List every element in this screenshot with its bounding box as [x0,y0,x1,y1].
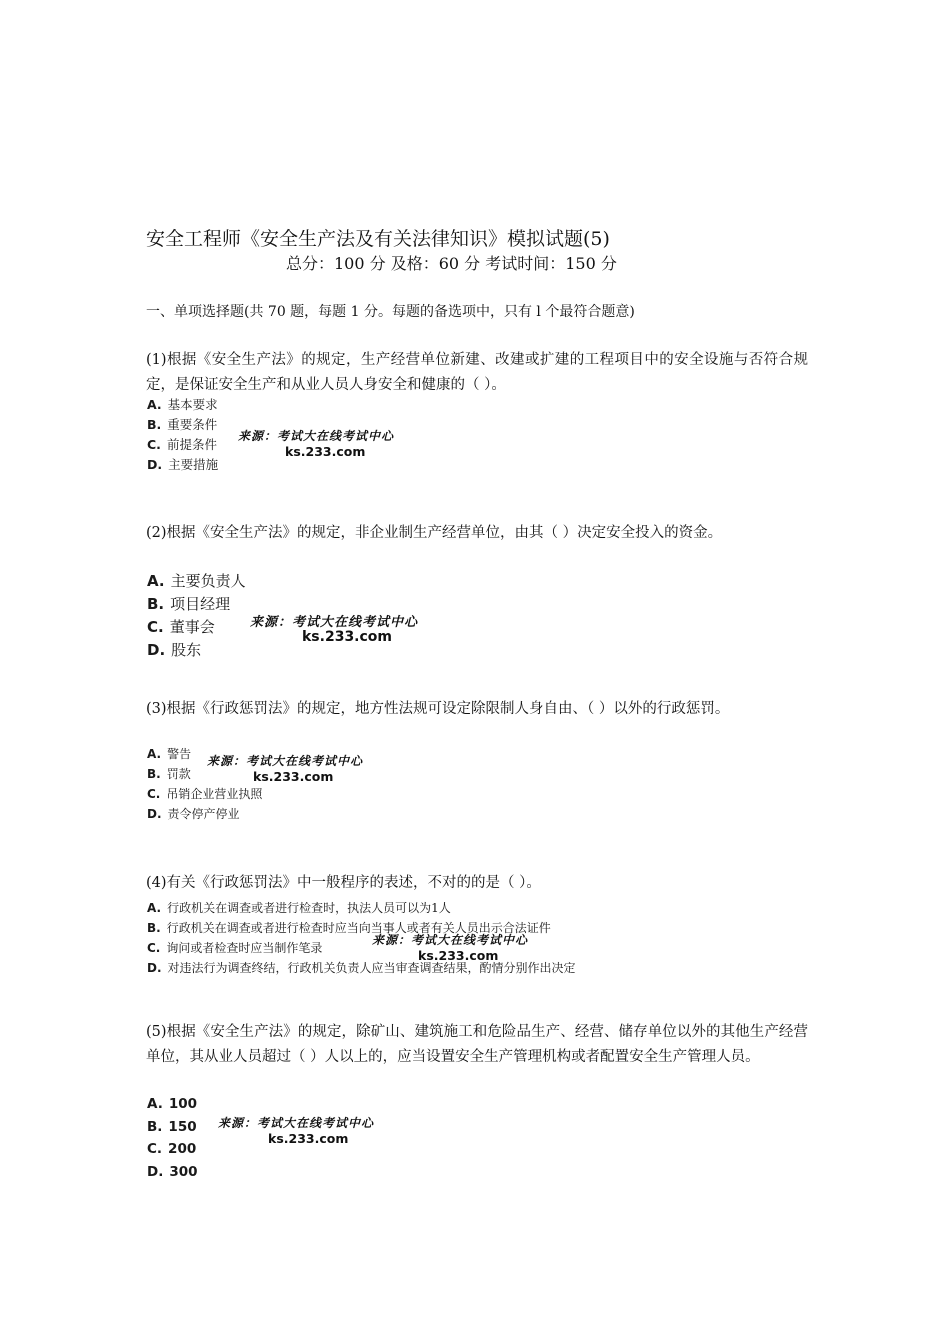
question-5-option-a: A. 100 [147,1096,198,1112]
watermark: 来源：考试大在线考试中心 ks.233.com [250,615,419,645]
question-1-options [147,395,218,475]
question-5-option-d: D. 300 [147,1163,198,1180]
question-5-option-c: C. 200 [147,1141,197,1157]
question-3-stem: (3)根据《行政惩罚法》的规定，地方性法规可设定除限制人身自由、（ ）以外的行政惩罚。 [146,701,730,717]
question-2-option-b: B. 项目经理 [147,595,231,613]
exam-title: 安全工程师《安全生产法及有关法律知识》模拟试题(5) [146,228,610,250]
question-2-option-a: A. 主要负责人 [147,572,246,590]
watermark: 来源：考试大在线考试中心 ks.233.com [372,933,529,963]
watermark: 来源：考试大在线考试中心 ks.233.com [218,1116,375,1146]
question-1-option-c: C. 前提条件 [147,437,217,452]
question-5-option-b: B. 150 [147,1118,197,1135]
question-4-option-b: B. 行政机关在调查或者进行检查时应当向当事人或者有关人员出示合法证件 [147,921,551,935]
question-4-option-c: C. 询问或者检查时应当制作笔录 [147,941,323,955]
question-1-option-d: D. 主要措施 [147,457,219,472]
question-1-option-a: A. 基本要求 [147,397,218,412]
watermark: 来源：考试大在线考试中心 ks.233.com [238,429,395,459]
watermark: 来源：考试大在线考试中心 ks.233.com [207,754,364,784]
question-1-option-b: B. 重要条件 [147,417,218,432]
question-2-options [147,570,246,662]
question-4-stem: (4)有关《行政惩罚法》中一般程序的表述，不对的的是（ ）。 [146,875,541,891]
section-heading: 一、单项选择题(共 70 题，每题 1 分。每题的备选项中，只有 l 个最符合题意) [146,304,635,320]
question-4-option-d: D. 对违法行为调查终结，行政机关负责人应当审查调查结果，酌情分别作出决定 [147,961,576,975]
question-3-option-d: D. 责令停产停业 [147,807,240,821]
question-3-option-a: A. 警告 [147,747,192,761]
question-2-option-c: C. 董事会 [147,618,215,636]
exam-subtitle: 总分：100 分 及格：60 分 考试时间：150 分 [286,254,617,273]
question-2-option-d: D. 股东 [147,641,202,659]
question-1-stem: (1)根据《安全生产法》的规定，生产经营单位新建、改建或扩建的工程项目中的安全设施与否符合规定，是保证安全生产和从业人员人身安全和健康的（ ）。 [146,352,808,393]
question-3-option-c: C. 吊销企业营业执照 [147,787,263,801]
question-4-option-a: A. 行政机关在调查或者进行检查时，执法人员可以为1人 [147,901,451,915]
question-2-stem: (2)根据《安全生产法》的规定，非企业制生产经营单位，由其（ ）决定安全投入的资金。 [146,525,723,541]
question-3-option-b: B. 罚款 [147,767,191,781]
question-5-stem: (5)根据《安全生产法》的规定，除矿山、建筑施工和危险品生产、经营、储存单位以外的其他生产经营单位，其从业人员超过（ ）人以上的，应当设置安全生产管理机构或者配置安全生产管理人员。 [146,1024,808,1065]
question-5-options [147,1093,198,1183]
